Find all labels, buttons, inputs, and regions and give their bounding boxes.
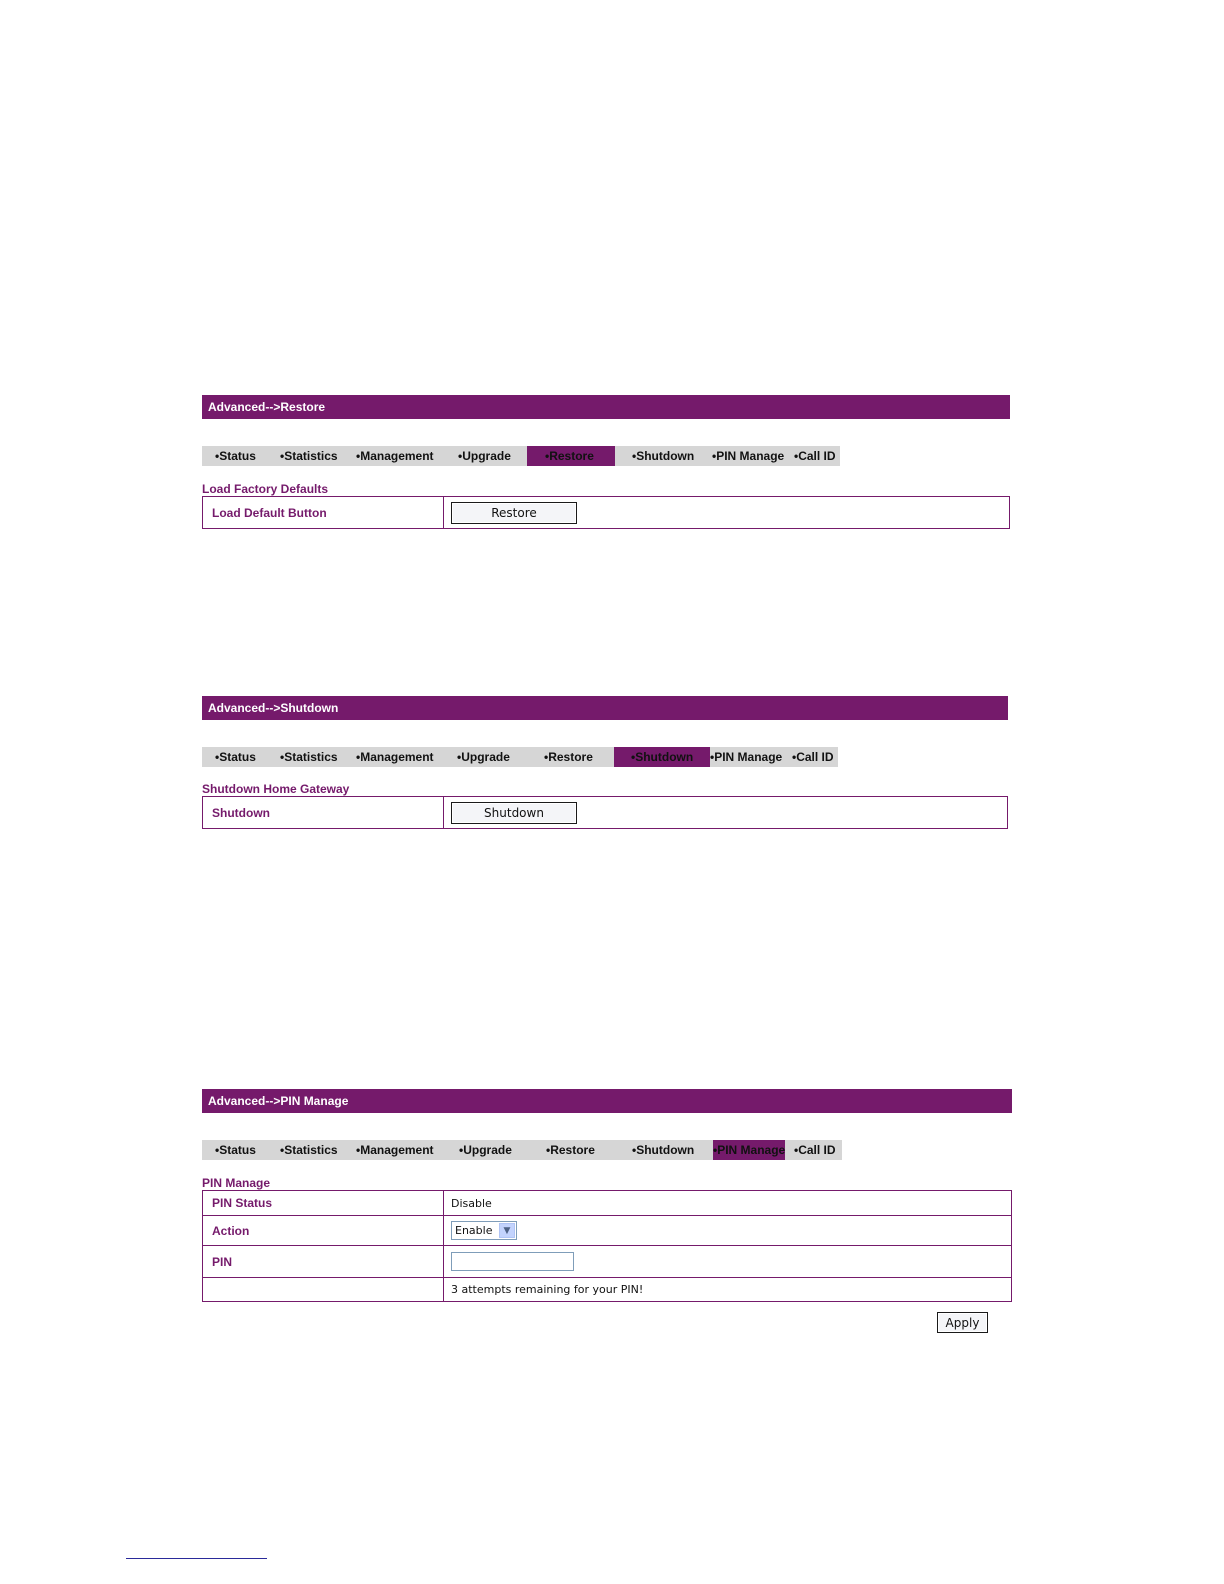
shutdown-label: Shutdown xyxy=(203,797,444,829)
apply-button[interactable]: Apply xyxy=(937,1312,988,1333)
pin-status-value: Disable xyxy=(444,1191,1012,1216)
tab-pin-manage[interactable]: •PIN Manage xyxy=(710,750,783,764)
tab-status[interactable]: •Status xyxy=(215,449,256,463)
load-default-label: Load Default Button xyxy=(203,497,444,529)
load-default-cell xyxy=(444,497,1010,529)
tab-call-id[interactable]: •Call ID xyxy=(794,1143,836,1157)
section-title-shutdown-home-gateway: Shutdown Home Gateway xyxy=(202,782,350,796)
tab-status[interactable]: •Status xyxy=(215,750,256,764)
tab-management[interactable]: •Management xyxy=(356,750,434,764)
pin-manage-panel xyxy=(202,1089,1012,1339)
pin-label: PIN xyxy=(203,1246,444,1278)
pin-status-label: PIN Status xyxy=(203,1191,444,1216)
tab-pin-manage[interactable]: •PIN Manage xyxy=(712,449,785,463)
tab-management[interactable]: •Management xyxy=(356,1143,434,1157)
tab-upgrade[interactable]: •Upgrade xyxy=(459,1143,512,1157)
action-select[interactable] xyxy=(451,1221,517,1240)
section-title-pin-manage: PIN Manage xyxy=(202,1176,271,1190)
shutdown-panel xyxy=(202,696,1008,830)
tab-restore[interactable]: •Restore xyxy=(546,1143,595,1157)
restore-tab-bar xyxy=(202,446,840,466)
action-label: Action xyxy=(203,1216,444,1246)
footer-divider xyxy=(126,1558,267,1559)
tab-upgrade[interactable]: •Upgrade xyxy=(458,449,511,463)
pin-input[interactable] xyxy=(451,1252,574,1271)
pin-form-table xyxy=(202,1190,1012,1302)
pin-cell xyxy=(444,1246,1012,1278)
tab-call-id[interactable]: •Call ID xyxy=(794,449,836,463)
section-title-load-factory-defaults: Load Factory Defaults xyxy=(202,482,329,496)
tab-shutdown[interactable]: •Shutdown xyxy=(614,747,710,767)
tab-pin-manage[interactable]: •PIN Manage xyxy=(713,1140,785,1160)
shutdown-tab-bar xyxy=(202,747,838,767)
tab-restore[interactable]: •Restore xyxy=(544,750,593,764)
shutdown-button[interactable]: Shutdown xyxy=(451,802,577,824)
tab-restore[interactable]: •Restore xyxy=(527,446,615,466)
tab-upgrade[interactable]: •Upgrade xyxy=(457,750,510,764)
tab-call-id[interactable]: •Call ID xyxy=(792,750,834,764)
tab-statistics[interactable]: •Statistics xyxy=(280,750,338,764)
shutdown-form-table xyxy=(202,796,1008,829)
shutdown-cell xyxy=(444,797,1008,829)
attempts-remaining-note: 3 attempts remaining for your PIN! xyxy=(444,1278,1012,1302)
restore-button[interactable]: Restore xyxy=(451,502,577,524)
tab-status[interactable]: •Status xyxy=(215,1143,256,1157)
pin-tab-bar xyxy=(202,1140,842,1160)
restore-panel xyxy=(202,395,1010,529)
action-cell xyxy=(444,1216,1012,1246)
restore-form-table xyxy=(202,496,1010,529)
pin-panel-title: Advanced-->PIN Manage xyxy=(202,1089,1012,1113)
action-select-value: Enable xyxy=(455,1224,493,1237)
tab-statistics[interactable]: •Statistics xyxy=(280,449,338,463)
tab-shutdown[interactable]: •Shutdown xyxy=(632,449,695,463)
restore-panel-title: Advanced-->Restore xyxy=(202,395,1010,419)
tab-statistics[interactable]: •Statistics xyxy=(280,1143,338,1157)
chevron-down-icon[interactable]: ▼ xyxy=(499,1223,515,1238)
empty-label-cell xyxy=(203,1278,444,1302)
tab-shutdown[interactable]: •Shutdown xyxy=(632,1143,695,1157)
tab-management[interactable]: •Management xyxy=(356,449,434,463)
shutdown-panel-title: Advanced-->Shutdown xyxy=(202,696,1008,720)
